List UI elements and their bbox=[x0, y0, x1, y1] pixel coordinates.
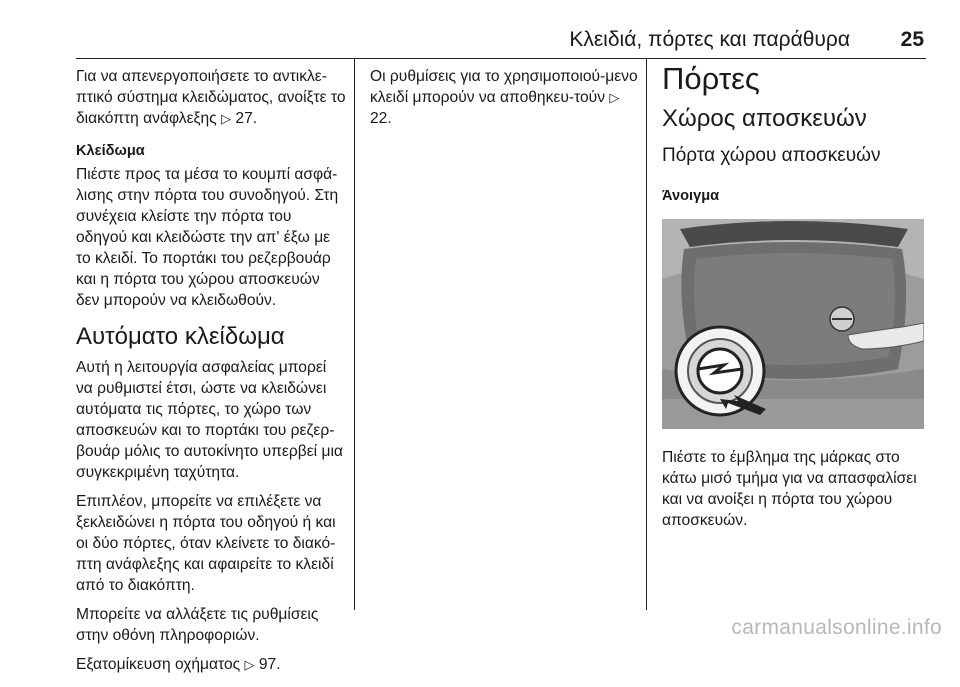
column-1 bbox=[76, 66, 346, 687]
auto-locking-paragraph-1: Αυτή η λειτουργία ασφαλείας μπορεί να ρυθμιστεί έτσι, ώστε να κλειδώνει αυτόματα τις πόρτες, το χώρο των αποσκευών και το πορτάκι του ρεζερ-βουάρ μόλις το αυτοκίνητο υπερβεί μια συγκεκριμένη ταχύτητα. bbox=[76, 359, 343, 481]
page-number: 25 bbox=[900, 28, 924, 51]
section-title-load-compartment: Χώρος αποσκευών bbox=[662, 105, 867, 132]
locking-paragraph: Πιέστε προς τα μέσα το κουμπί ασφά-λισης στην πόρτα του συνοδηγού. Στη συνέχεια κλείστε την πόρτα του οδηγού και κλειδώστε την απ' έξω με το κλειδί. Το πορτάκι του ρεζερβουάρ και η πόρτα του χώρου αποσκευών δεν μπορούν να κλειδωθούν. bbox=[76, 166, 339, 309]
column-2 bbox=[370, 66, 638, 141]
page-reference-link[interactable]: 22. bbox=[370, 110, 392, 127]
header-rule bbox=[76, 58, 926, 59]
locking-heading: Κλείδωμα bbox=[76, 143, 145, 159]
auto-locking-paragraph-4: Εξατομίκευση οχήματος ▷ 97. bbox=[76, 656, 281, 673]
column-divider-2 bbox=[646, 58, 647, 610]
reference-arrow-icon: ▷ bbox=[221, 111, 232, 126]
column-3 bbox=[662, 61, 932, 543]
page-reference-link[interactable]: 97. bbox=[258, 656, 281, 673]
column-divider-1 bbox=[354, 58, 355, 610]
key-settings-paragraph: Οι ρυθμίσεις για το χρησιμοποιού-μενο κλειδί μπορούν να αποθηκευ-τούν ▷ 22. bbox=[370, 68, 638, 127]
watermark: carmanualsonline.info bbox=[731, 616, 942, 639]
auto-locking-paragraph-3: Μπορείτε να αλλάξετε τις ρυθμίσεις στην οθόνη πληροφοριών. bbox=[76, 606, 319, 644]
section-title-tailgate: Πόρτα χώρου αποσκευών bbox=[662, 145, 881, 166]
auto-locking-heading: Αυτόματο κλείδωμα bbox=[76, 323, 285, 350]
page-reference-link[interactable]: 27. bbox=[235, 110, 258, 127]
section-title-doors: Πόρτες bbox=[662, 61, 760, 96]
running-header-title: Κλειδιά, πόρτες και παράθυρα bbox=[569, 28, 850, 51]
reference-arrow-icon: ▷ bbox=[244, 657, 255, 672]
auto-locking-paragraph-2: Επιπλέον, μπορείτε να επιλέξετε να ξεκλειδώνει η πόρτα του οδηγού ή και οι δύο πόρτες, όταν κλείνετε το διακό-πτη ανάφλεξης και αφαιρείτε το κλειδί από το διακόπτη. bbox=[76, 493, 336, 594]
tailgate-emblem-illustration bbox=[662, 219, 924, 429]
reference-arrow-icon: ▷ bbox=[609, 90, 620, 105]
immobilizer-paragraph: Για να απενεργοποιήσετε το αντικλε-πτικό σύστημα κλειδώματος, ανοίξτε το διακόπτη ανάφλεξης ▷ 27. bbox=[76, 68, 346, 127]
opening-caption: Πιέστε το έμβλημα της μάρκας στο κάτω μισό τμήμα για να απασφαλίσει και να ανοίξει η πόρτα του χώρου αποσκευών. bbox=[662, 449, 917, 529]
section-title-opening: Άνοιγμα bbox=[662, 188, 720, 204]
